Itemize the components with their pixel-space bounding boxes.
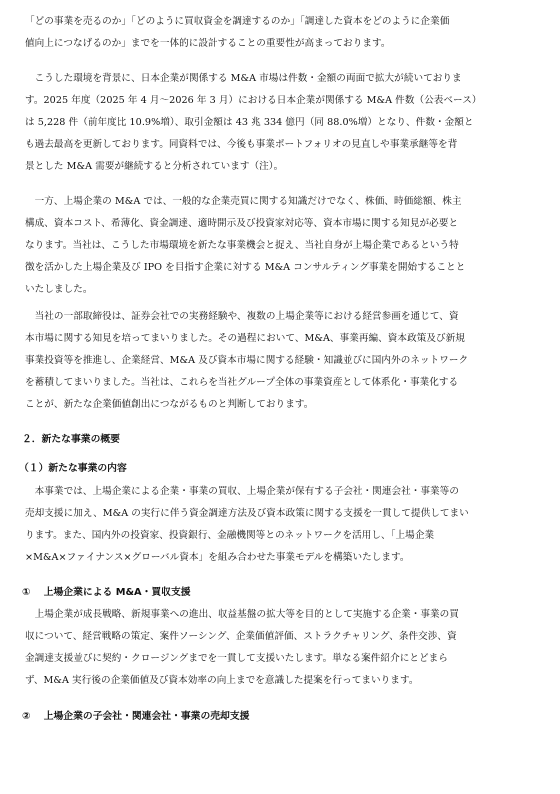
text-line: 一方、上場企業の M&A では、一般的な企業売買に関する知識だけでなく、株価、時価総額、株主	[25, 196, 462, 207]
text-line: 「どの事業を売るのか」「どのように買収資金を調達するのか」「調達した資本をどのように企業価	[25, 16, 450, 27]
paragraph-acquisition-support	[25, 604, 537, 692]
text-line: 景とした M&A 需要が継続すると分析されています（注）。	[25, 161, 284, 172]
text-line: 売却支援に加え、M&A の実行に伴う資金調達方法及び資本政策に関する支援を一貫して提供してまい	[25, 508, 469, 519]
text-line: いたしました。	[25, 284, 93, 295]
text-line: ります。また、国内外の投資家、投資銀行、金融機関等とのネットワークを活用し、「上場企業	[25, 530, 435, 541]
text-line: 構成、資本コスト、希薄化、資金調達、適時開示及び投資家対応等、資本市場に関する知見が必要と	[25, 218, 459, 229]
text-line: も過去最高を更新しております。同資料では、今後も事業ポートフォリオの見直しや事業承継等を背	[25, 139, 458, 150]
paragraph-market-environment	[25, 68, 537, 178]
item-title: 上場企業の子会社・関連会社・事業の売却支援	[43, 711, 250, 722]
text-line: ず、M&A 実行後の企業価値及び資本効率の向上までを意識した提案を行ってまいります。	[25, 675, 419, 686]
paragraph-intro-continued	[25, 11, 537, 55]
text-line: は 5,228 件（前年度比 10.9%増）、取引金額は 43 兆 334 億円（同 88.0%増）となり、件数・金額と	[25, 117, 474, 128]
text-line: 本事業では、上場企業による企業・事業の買収、上場企業が保有する子会社・関連会社・事業等の	[25, 486, 459, 497]
text-line: 収について、経営戦略の策定、案件ソーシング、企業価値評価、ストラクチャリング、条件交渉、資	[25, 631, 457, 642]
item-number: ②	[22, 711, 31, 722]
text-line: ことが、新たな企業価値創出につながるものと判断しております。	[25, 399, 314, 410]
text-line: 値向上につなげるのか」までを一体的に設計することの重要性が高まっております。	[25, 38, 391, 49]
item-title: 上場企業による M&A・買収支援	[43, 587, 191, 598]
text-line: なります。当社は、こうした市場環境を新たな事業機会と捉え、当社自身が上場企業であるという特	[25, 240, 459, 251]
text-line: 上場企業が成長戦略、新規事業への進出、収益基盤の拡大等を目的として実施する企業・事業の買	[25, 609, 459, 620]
text-line: 当社の一部取締役は、証券会社での実務経験や、複数の上場企業等における経営参画を通じて、資	[25, 311, 459, 322]
text-line: こうした環境を背景に、日本企業が関係する M&A 市場は件数・金額の両面で拡大が続いておりま	[25, 73, 462, 84]
text-line: を蓄積してまいりました。当社は、これらを当社グループ全体の事業資産として体系化・事業化する	[25, 377, 459, 388]
text-line: 徴を活かした上場企業及び IPO を目指す企業に対する M&A コンサルティング事業を開始することと	[25, 262, 466, 273]
text-line: す。2025 年度（2025 年 4 月～2026 年 3 月）における日本企業が関係する M&A 件数（公表ベース）	[25, 95, 482, 106]
paragraph-business-content	[25, 481, 537, 569]
item-heading-acquisition-support	[22, 586, 191, 600]
paragraph-director-experience	[25, 306, 537, 416]
text-line: 本市場に関する知見を培ってまいりました。その過程において、M&A、事業再編、資本政策及び新規	[25, 333, 465, 344]
item-heading-divestiture-support	[22, 710, 249, 724]
text-line: ×M&A×ファイナンス×グローバル資本」を組み合わせた事業モデルを構築いたします。	[25, 552, 410, 563]
paragraph-listed-company-ma	[25, 191, 537, 301]
item-number: ①	[22, 587, 31, 598]
text-line: 事業投資等を推進し、企業経営、M&A 及び資本市場に関する経験・知識並びに国内外のネットワーク	[25, 355, 469, 366]
text-line: 金調達支援並びに契約・クロージングまでを一貫して支援いたします。単なる案件紹介にとどまら	[25, 653, 448, 664]
subsection-heading: （１）新たな事業の内容	[19, 463, 127, 474]
section-heading: ２．新たな事業の概要	[22, 434, 120, 445]
